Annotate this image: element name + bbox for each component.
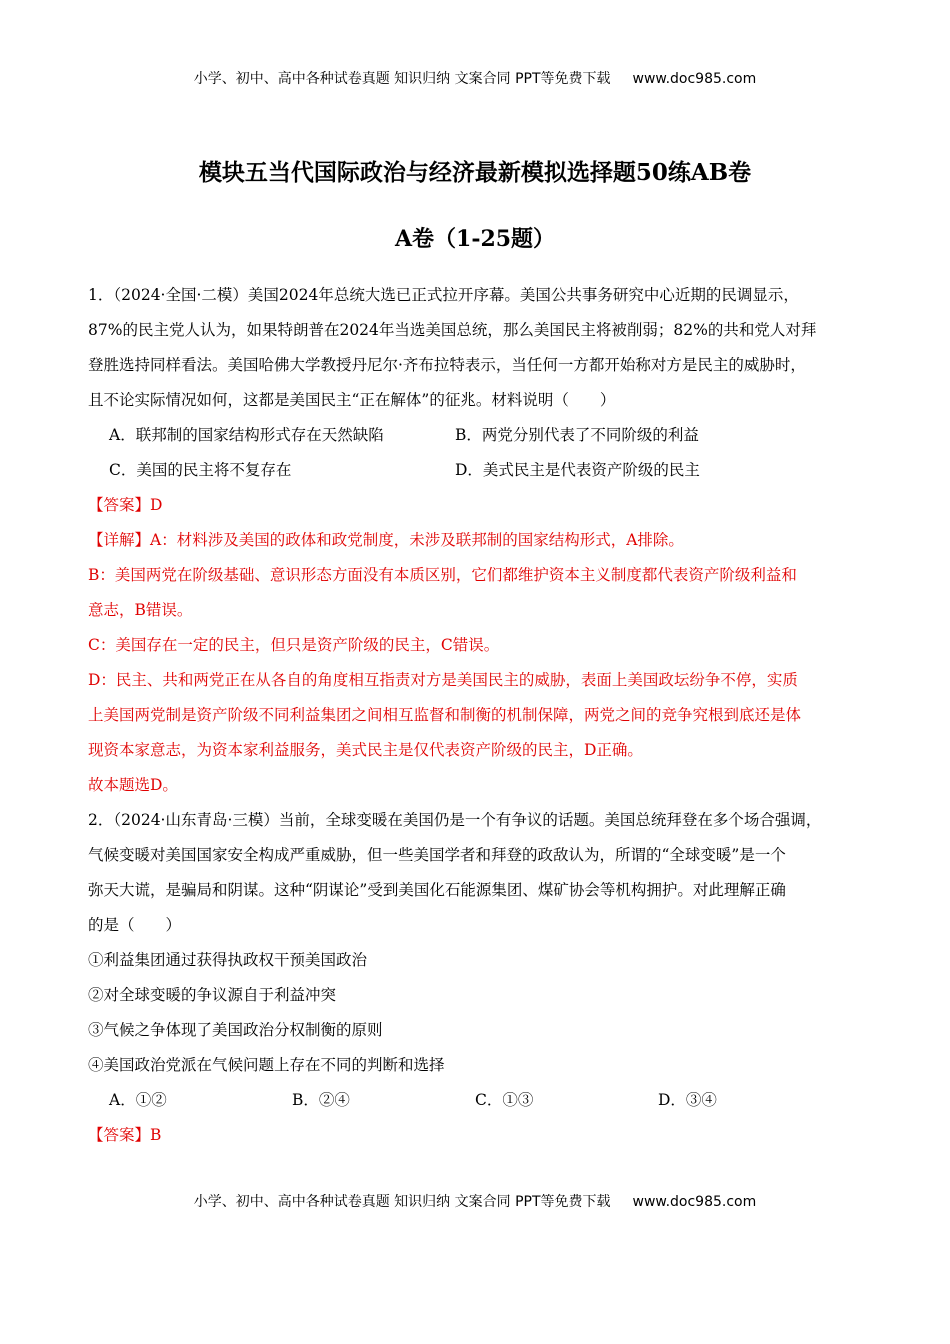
q2-option-d: D．③④	[658, 1091, 717, 1109]
q2-statement: ③气候之争体现了美国政治分权制衡的原则	[88, 1021, 383, 1039]
footer-url[interactable]: www.doc985.com	[632, 1194, 757, 1210]
answer-value: B	[150, 1126, 162, 1144]
answer-label: 【答案】	[88, 1126, 151, 1144]
q1-detail-line: 现资本家意志，为资本家利益服务，美式民主是仅代表资产阶级的民主，D正确。	[88, 741, 643, 759]
page-footer	[0, 1191, 950, 1211]
q2-statement: ②对全球变暖的争议源自于利益冲突	[88, 986, 337, 1004]
q2-option-c: C．①③	[475, 1091, 534, 1109]
q2-answer	[88, 1118, 864, 1153]
question-2	[88, 803, 864, 1153]
q1-detail-line: 故本题选D。	[88, 776, 178, 794]
q1-option-d: D．美式民主是代表资产阶级的民主	[455, 461, 700, 479]
q2-statement: ④美国政治党派在气候问题上存在不同的判断和选择	[88, 1056, 445, 1074]
answer-label: 【答案】	[88, 496, 151, 514]
q2-options-row	[88, 1083, 864, 1118]
q2-line: 弥天大谎，是骗局和阴谋。这种“阴谋论”受到美国化石能源集团、煤矿协会等机构拥护。对此理解正确	[88, 881, 786, 899]
questions	[88, 278, 864, 1153]
q2-option-a: A．①②	[109, 1091, 167, 1109]
q1-options-row	[88, 453, 864, 488]
document-title: 模块五当代国际政治与经济最新模拟选择题50练AB卷	[198, 159, 752, 186]
q1-detail-line: 意志，B错误。	[88, 601, 193, 619]
q1-line: 1．（2024·全国·二模）美国2024年总统大选已正式拉开序幕。美国公共事务研究中心近期的民调显示，	[88, 286, 799, 304]
q2-statement: ①利益集团通过获得执政权干预美国政治	[88, 951, 368, 969]
q1-detail-line: D：民主、共和两党正在从各自的角度相互指责对方是美国民主的威胁，表面上美国政坛纷争不停，实质	[88, 671, 798, 689]
q2-line: 气候变暖对美国国家安全构成严重威胁，但一些美国学者和拜登的政敌认为，所谓的“全球变暖”是一个	[88, 846, 786, 864]
q1-line: 且不论实际情况如何，这都是美国民主“正在解体”的征兆。材料说明（ ）	[88, 391, 616, 409]
q1-options-row	[88, 418, 864, 453]
footer-text: 小学、初中、高中各种试卷真题 知识归纳 文案合同 PPT等免费下载	[193, 1194, 611, 1210]
q1-option-c: C．美国的民主将不复存在	[109, 461, 292, 479]
q1-option-a: A．联邦制的国家结构形式存在天然缺陷	[109, 426, 384, 444]
answer-value: D	[150, 496, 163, 514]
page-header	[0, 68, 950, 88]
header-text: 小学、初中、高中各种试卷真题 知识归纳 文案合同 PPT等免费下载	[193, 71, 611, 87]
q2-line: 的是（ ）	[88, 916, 182, 934]
q1-option-b: B．两党分别代表了不同阶级的利益	[455, 426, 699, 444]
q1-line: 87%的民主党人认为，如果特朗普在2024年当选美国总统，那么美国民主将被削弱；82%的共和党人对拜	[88, 321, 817, 339]
q2-option-b: B．②④	[292, 1091, 350, 1109]
q1-answer	[88, 488, 864, 523]
q1-detail-line: 【详解】A：材料涉及美国的政体和政党制度，未涉及联邦制的国家结构形式，A排除。	[88, 531, 684, 549]
question-1	[88, 278, 864, 803]
header-url[interactable]: www.doc985.com	[632, 71, 757, 87]
q1-detail-line: C：美国存在一定的民主，但只是资产阶级的民主，C错误。	[88, 636, 500, 654]
q2-line: 2．（2024·山东青岛·三模）当前，全球变暖在美国仍是一个有争议的话题。美国总统拜登在多个场合强调，	[88, 811, 822, 829]
q1-detail-line: B：美国两党在阶级基础、意识形态方面没有本质区别，它们都维护资本主义制度都代表资产阶级利益和	[88, 566, 797, 584]
q1-detail-line: 上美国两党制是资产阶级不同利益集团之间相互监督和制衡的机制保障，两党之间的竞争究根到底还是体	[88, 706, 802, 724]
q1-line: 登胜选持同样看法。美国哈佛大学教授丹尼尔·齐布拉特表示，当任何一方都开始称对方是民主的威胁时，	[88, 356, 806, 374]
section-subtitle: A卷（1-25题）	[394, 226, 556, 252]
